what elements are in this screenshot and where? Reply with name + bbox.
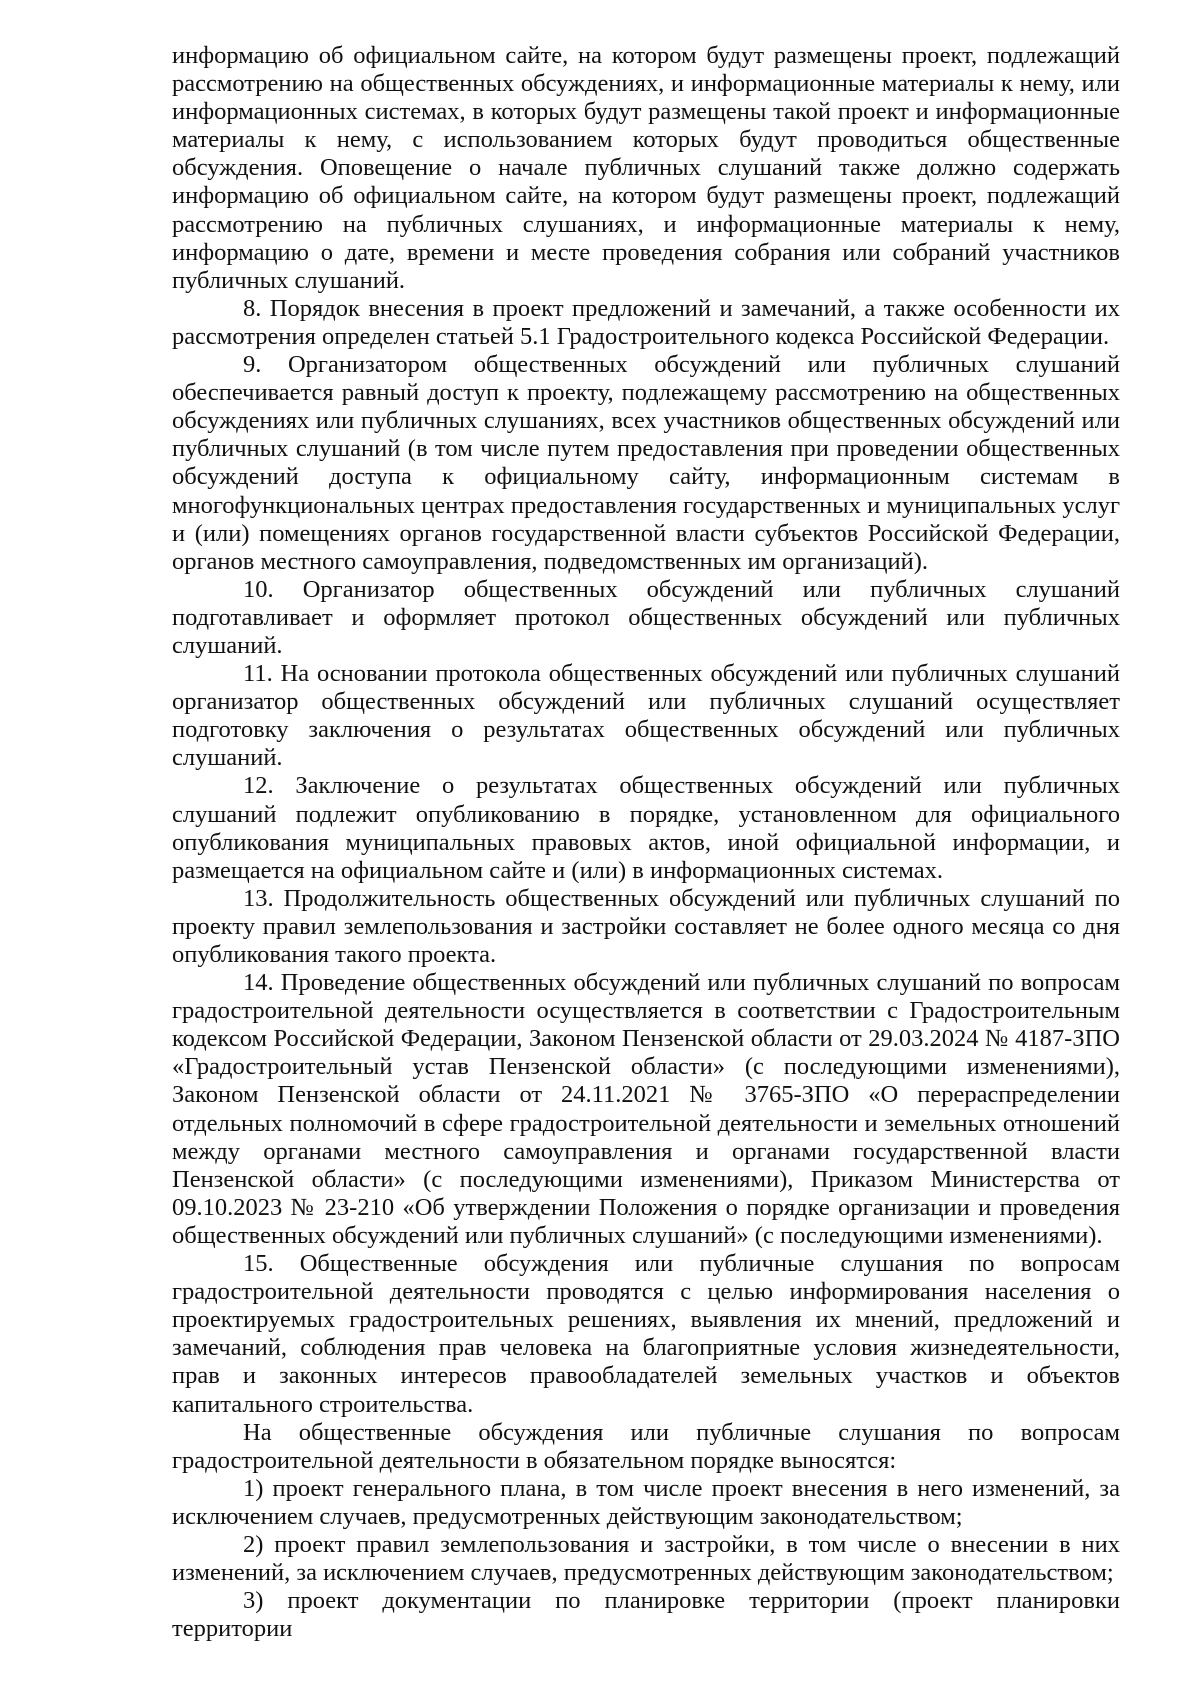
paragraph-item-8: 8. Порядок внесения в проект предложений и замечаний, а также особенности их рассмотрения определен статьей 5.1 Градостроительного кодекса Российской Федерации. xyxy=(172,294,1120,350)
paragraph-mandatory-intro: На общественные обсуждения или публичные слушания по вопросам градостроительной деятельности в обязательном порядке выносятся: xyxy=(172,1418,1120,1474)
list-item-2: 2) проект правил землепользования и застройки, в том числе о внесении в них изменений, за исключением случаев, предусмотренных действующим законодательством; xyxy=(172,1530,1120,1587)
list-item-1: 1) проект генерального плана, в том числе проект внесения в него изменений, за исключением случаев, предусмотренных действующим законодательством; xyxy=(172,1474,1120,1530)
paragraph-item-14: 14. Проведение общественных обсуждений или публичных слушаний по вопросам градостроительной деятельности осуществляется в соответствии с Градостроительным кодексом Российской Федерации, Законом Пензенской области от 29.03.2024 № 4187-ЗПО «Градостроительный устав Пензенской области» (с последующими изменениями), Законом Пензенской области от 24.11.2021 № 3765-ЗПО «О перераспределении отдельных полномочий в сфере градостроительной деятельности и земельных отношений между органами местного самоуправления и органами государственной власти Пензенской области» (с последующими изменениями), Приказом Министерства от 09.10.2023 № 23-210 «Об утверждении Положения о порядке организации и проведения общественных обсуждений или публичных слушаний» (с последующими изменениями). xyxy=(172,969,1120,1249)
paragraph-item-13: 13. Продолжительность общественных обсуждений или публичных слушаний по проекту правил землепользования и застройки составляет не более одного месяца со дня опубликования такого проекта. xyxy=(172,884,1120,968)
paragraph-item-9: 9. Организатором общественных обсуждений или публичных слушаний обеспечивается равный доступ к проекту, подлежащему рассмотрению на общественных обсуждениях или публичных слушаниях, всех участников общественных обсуждений или публичных слушаний (в том числе путем предоставления при проведении общественных обсуждений доступа к официальному сайту, информационным системам в многофункциональных центрах предоставления государственных и муниципальных услуг и (или) помещениях органов государственной власти субъектов Российской Федерации, органов местного самоуправления, подведомственных им организаций). xyxy=(172,351,1120,575)
paragraph-item-12: 12. Заключение о результатах общественных обсуждений или публичных слушаний подлежит опубликованию в порядке, установленном для официального опубликования муниципальных правовых актов, иной официальной информации, и размещается на официальном сайте и (или) в информационных системах. xyxy=(172,772,1120,884)
paragraph-item-11: 11. На основании протокола общественных обсуждений или публичных слушаний организатор общественных обсуждений или публичных слушаний осуществляет подготовку заключения о результатах общественных обсуждений или публичных слушаний. xyxy=(172,660,1120,772)
paragraph-item-15: 15. Общественные обсуждения или публичные слушания по вопросам градостроительной деятельности проводятся с целью информирования населения о проектируемых градостроительных решениях, выявления их мнений, предложений и замечаний, соблюдения прав человека на благоприятные условия жизнедеятельности, прав и законных интересов правообладателей земельных участков и объектов капитального строительства. xyxy=(172,1250,1120,1418)
paragraph-item-10: 10. Организатор общественных обсуждений или публичных слушаний подготавливает и оформляет протокол общественных обсуждений или публичных слушаний. xyxy=(172,575,1120,659)
paragraph-continuation: информацию об официальном сайте, на котором будут размещены проект, подлежащий рассмотрению на общественных обсуждениях, и информационные материалы к нему, или информационных системах, в которых будут размещены такой проект и информационные материалы к нему, с использованием которых будут проводиться общественные обсуждения. Оповещение о начале публичных слушаний также должно содержать информацию об официальном сайте, на котором будут размещены проект, подлежащий рассмотрению на публичных слушаниях, и информационные материалы к нему, информацию о дате, времени и месте проведения собрания или собраний участников публичных слушаний. xyxy=(172,42,1120,294)
list-item-3: 3) проект документации по планировке территории (проект планировки территории xyxy=(172,1587,1120,1643)
document-page xyxy=(172,42,1120,1643)
